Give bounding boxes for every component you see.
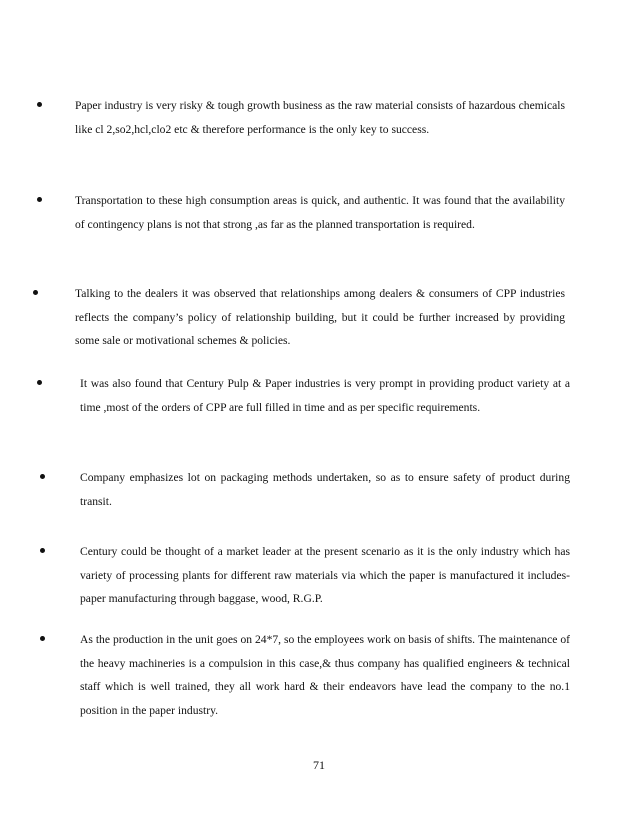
bullet-point-icon [40,474,45,479]
bullet-text-3: Talking to the dealers it was observed that relationships among dealers & consumers of CPP industries reflects the company’s policy of relationship building, but it could be further increased by providing some sale or motivational schemes & policies. [75,287,565,347]
page-number: 71 [313,758,325,772]
bullet-text-7: As the production in the unit goes on 24*7, so the employees work on basis of shifts. The maintenance of the heavy machineries is a compulsion in this case,& thus company has qualified engineers & technical staff which is well trained, they all work hard & their endeavors have lead the company to the no.1 position in the paper industry. [80,633,570,717]
bullet-point-icon [40,548,45,553]
bullet-text-1: Paper industry is very risky & tough growth business as the raw material consists of hazardous chemicals like cl 2,so2,hcl,clo2 etc & therefore performance is the only key to success. [75,99,565,136]
bullet-point-icon [33,290,38,295]
bullet-point-icon [40,636,45,641]
bullet-text-4: It was also found that Century Pulp & Paper industries is very prompt in providing product variety at a time ,most of the orders of CPP are full filled in time and as per specific requirements. [80,377,570,414]
bullet-text-6: Century could be thought of a market leader at the present scenario as it is the only industry which has variety of processing plants for different raw materials via which the paper is manufactured it includes- paper manufacturing through baggase, wood, R.G.P. [80,545,570,605]
bullet-point-icon [37,102,42,107]
bullet-text-5: Company emphasizes lot on packaging methods undertaken, so as to ensure safety of product during transit. [80,471,570,508]
bullet-point-icon [37,197,42,202]
bullet-text-2: Transportation to these high consumption areas is quick, and authentic. It was found that the availability of contingency plans is not that strong ,as far as the planned transportation is required. [75,194,565,231]
bullet-point-icon [37,380,42,385]
